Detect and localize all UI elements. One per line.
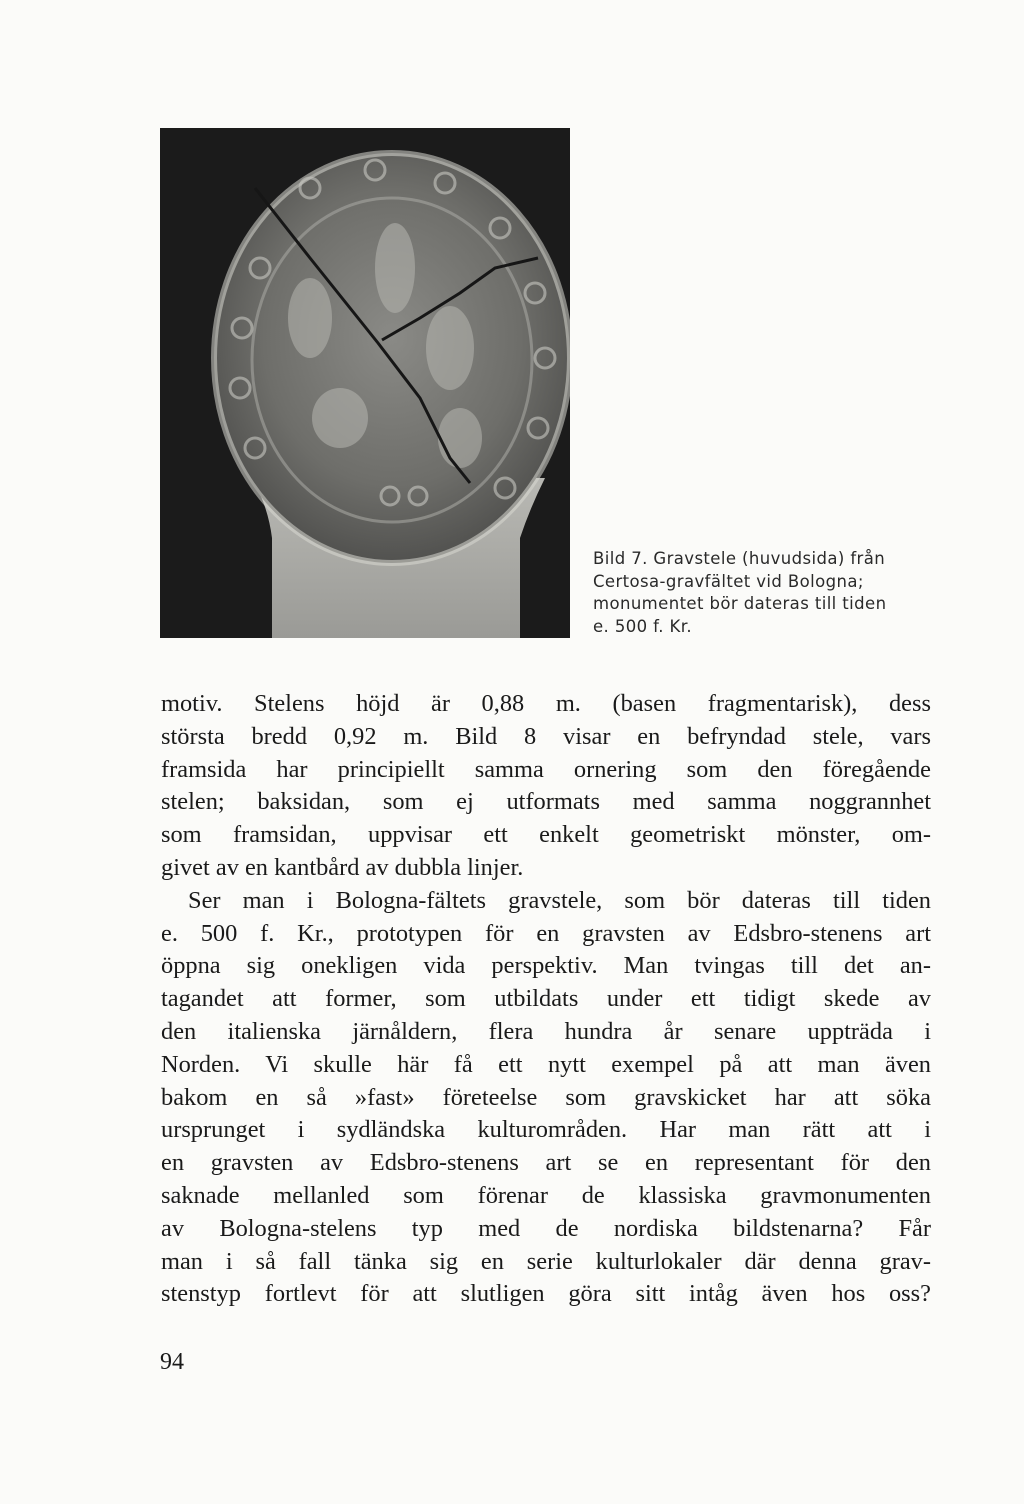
body-line: motiv. Stelens höjd är 0,88 m. (basen fragmentarisk), dess: [161, 690, 931, 717]
caption-line: Certosa-gravfältet vid Bologna;: [593, 571, 864, 591]
body-line: saknade mellanled som förenar de klassiska gravmonumenten: [161, 1181, 931, 1209]
body-line: stenstyp fortlevt för att slutligen göra sitt intåg även hos oss?: [161, 1280, 931, 1308]
body-line: tagandet att former, som utbildats under ett tidigt skede av: [161, 985, 931, 1013]
carved-stele-photo-icon: [160, 128, 570, 638]
body-text: [161, 688, 931, 1311]
body-line: e. 500 f. Kr., prototypen för en gravsten av Edsbro-stenens art: [161, 919, 931, 947]
page-number: 94: [160, 1349, 184, 1375]
body-line: en gravsten av Edsbro-stenens art se en representant för den: [161, 1149, 931, 1177]
body-line: Norden. Vi skulle här få ett nytt exempel på att man även: [161, 1050, 931, 1078]
caption-line: e. 500 f. Kr.: [593, 616, 693, 636]
body-line: största bredd 0,92 m. Bild 8 visar en befryndad stele, vars: [161, 722, 931, 750]
body-line: den italienska järnåldern, flera hundra år senare uppträda i: [161, 1017, 931, 1045]
body-line: öppna sig onekligen vida perspektiv. Man tvingas till det an-: [161, 952, 931, 980]
body-line: bakom en så »fast» företeelse som gravskicket har att söka: [161, 1083, 931, 1111]
caption-line: monumentet bör dateras till tiden: [593, 594, 887, 613]
stele-photograph: [160, 128, 570, 638]
body-line: som framsidan, uppvisar ett enkelt geometriskt mönster, om-: [161, 821, 931, 849]
figure-caption: [593, 548, 943, 638]
caption-line: Bild 7. Gravstele (huvudsida) från: [593, 549, 886, 568]
body-line: Ser man i Bologna-fältets gravstele, som bör dateras till tiden: [188, 886, 931, 914]
body-line: man i så fall tänka sig en serie kulturlokaler där denna grav-: [161, 1247, 931, 1275]
body-line: stelen; baksidan, som ej utformats med samma noggrannhet: [161, 788, 931, 816]
body-line: ursprunget i sydländska kulturområden. Har man rätt att i: [161, 1116, 931, 1144]
body-line: av Bologna-stelens typ med de nordiska bildstenarna? Får: [161, 1214, 931, 1242]
body-line: givet av en kantbård av dubbla linjer.: [161, 853, 524, 881]
body-line: framsida har principiellt samma ornering som den föregående: [161, 755, 931, 783]
